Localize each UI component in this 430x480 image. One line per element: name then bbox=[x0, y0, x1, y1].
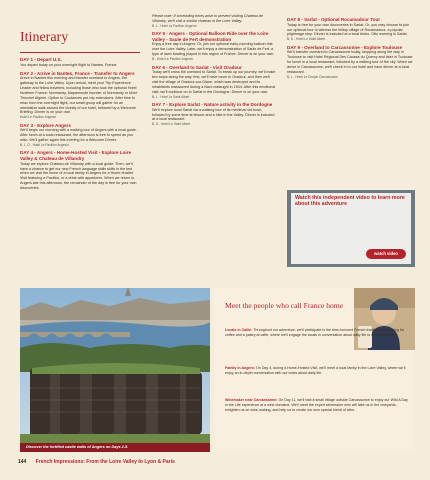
day-meals: B, L - Hotel Le Saint Albert bbox=[152, 94, 190, 99]
meet-text: Throughout our adventure, we'll participate in the time-honored French tradition of shopping for coffee and a pastry at caffe, where we'll engage the locals in conversation about daily life in our destinations. bbox=[225, 328, 405, 337]
day-body: Today is free for your own discoveries in Sarlat. Or, you may choose to join our optional tour to witness the hilltop village of Rocamadour, a popular pilgrimage stop. Dinner is included at a local bistro. Otto evening is Sarlat. bbox=[287, 22, 409, 37]
video-promo-text: Watch this independent video to learn more about this adventure bbox=[295, 195, 405, 208]
meet-paragraph-1 bbox=[225, 328, 410, 338]
day-meals: B, L - Hotel Le Donjon Carcassonne bbox=[287, 74, 338, 79]
itinerary-column-1 bbox=[20, 14, 140, 191]
meet-title: Meet the people who call France home bbox=[225, 301, 344, 310]
meet-lead: Family in Angers: bbox=[225, 366, 256, 370]
meet-paragraph-2 bbox=[225, 366, 410, 376]
castle-illustration bbox=[20, 288, 210, 451]
day-title: DAY 3 - Explore Angers bbox=[20, 122, 71, 128]
day-4-note bbox=[152, 14, 276, 28]
day-body: We'll explore local Sarlat via a walking tour of its medieval old town, followed by some time at leisure and a hike in the Valley. Dinner is included at a local restaurant. bbox=[152, 107, 275, 122]
day-body: Arrive in Nantes this morning and transfer overland to Angers, the gateway to the Loire Valley. Upon arrival, meet your Trip Experience Leader and fellow travelers, including those who took the optional Hotel Northern France: Normandy, Mapamonde founder of Normandy or Mont Tirmchel Algerie. Option to Coutances pre-trip extensions. After time to relax from the overnight flight, our small group will gather for an orientation walk around the vicinity of our hotel, followed by a Welcome Briefing. Dinner is on your own. bbox=[20, 76, 138, 115]
day-note: Please note: If scheduling times arise to prevent visiting Chateau de Villandry, we'll visit a similar chateau in the Loire Valley. bbox=[152, 14, 263, 23]
day-body: We'll begin our morning with a walking tour of Angers with a local guide. After lunch at a local restaurant, the afternoon is free to spend as you wish. We'll gather again this evening for a Welcome Dinner. bbox=[20, 128, 137, 143]
portrait-illustration bbox=[354, 288, 415, 350]
day-5 bbox=[152, 31, 276, 61]
video-promo bbox=[287, 190, 415, 267]
meet-people-panel bbox=[214, 288, 415, 451]
day-body: Today we'll cross the overland to Sarlat. To break up our journey, we'll make two stops along the way: first, we'll have lunch in Oradour, and then we'll visit the village of Oradour-sur-Glane, which was destroyed and its inhabitants massacred during a Nazi onslaught in 1944. After this emotional visit, we'll continue on to Sarlat in the Dordogne. Dinner is on your own. bbox=[152, 70, 276, 94]
meet-lead: Locals in Caille: bbox=[225, 328, 253, 332]
page-number: 144 bbox=[18, 459, 27, 465]
itinerary-column-3 bbox=[287, 14, 415, 81]
heading-rule bbox=[20, 52, 140, 53]
watch-video-button[interactable]: watch video bbox=[366, 249, 406, 259]
meet-text: On Day 11, we'll visit a small village outside Carcassonne to enjoy our Wild A Day in the Life experience at a wine domaine. We'll meet the expert winemaker who will take us in the vineyards, enlighten us on wine-making, and help us to create our own special blend of wine. bbox=[225, 398, 408, 412]
angers-castle-photo bbox=[20, 288, 210, 451]
page-footer bbox=[18, 459, 175, 465]
day-2 bbox=[20, 71, 140, 120]
day-title: DAY 2 - Arrive in Nantes, France - Transfer to Angers bbox=[20, 70, 135, 76]
day-3 bbox=[20, 123, 140, 148]
day-meals: B - Hotel Le Pavillon Angevin bbox=[152, 57, 194, 62]
itinerary-heading: Itinerary bbox=[20, 30, 69, 45]
day-body: Enjoy a free day in Angers. Or, join our optional early-morning balloon ride over the Loire Valley. Later, we'll enjoy a demonstration of Saule de Fert, a type of lawn bowling played in this region of France. Dinner is on your own. bbox=[152, 42, 275, 57]
day-meals: Hotel Le Pavillon Angevin bbox=[20, 115, 57, 120]
footer-title: French Impressions: From the Loire Valley to Lyon & Paris bbox=[35, 459, 175, 465]
day-title: DAY 6 - Overland to Sarlat - Visit Oradour bbox=[152, 64, 242, 70]
day-meals: B, D - Hotel Le Saint Albert bbox=[152, 122, 191, 127]
day-4 bbox=[20, 150, 140, 191]
day-title: DAY 9 - Overland to Carcassonne - Explore Toulouse bbox=[287, 44, 403, 50]
day-9 bbox=[287, 45, 415, 80]
video-promo-inner bbox=[291, 193, 411, 264]
day-title: DAY 7 - Explore Sarlat - Nature activity in the Dordogne bbox=[152, 102, 273, 108]
meet-paragraph-3 bbox=[225, 398, 410, 413]
day-7 bbox=[152, 102, 276, 127]
day-title: DAY 1 - Depart U.S. bbox=[20, 57, 62, 62]
itinerary-column-2 bbox=[152, 14, 276, 129]
day-meals: B, L - Hotel Le Pavillon Angevin bbox=[152, 23, 197, 28]
day-title: DAY 8 - Sarlat - Optional Rocamadour Tour bbox=[287, 17, 381, 22]
day-meals: B, L, D - Hotel Le Pavillon Angevin bbox=[20, 143, 69, 148]
day-title: DAY 5 - Angers - Optional Balloon Ride over the Loire Valley - Saule de Fert demonstration bbox=[152, 31, 269, 42]
photo-caption: Discover the fortified castle walls of Angers on Days 2-5. bbox=[26, 445, 129, 449]
photo-caption-bar bbox=[20, 443, 210, 452]
meet-lead: Winemaker near Carcassonne: bbox=[225, 398, 278, 402]
day-body: Today we explore Chateau de Villandry with a local guide. Then, we'll have a chance to get our new French language skills skills in the test when we visit the home of a local family in Angers for a Home-Hosted Visit featuring a Pacifics, or a drink with appetizers. When we return to Angers late this afternoon, the remainder of the day is free for your own discoveries. bbox=[20, 161, 137, 191]
day-body: You depart today on your overnight flight to Nantes, France. bbox=[20, 62, 118, 67]
day-body: We'll transfer overland to Carcassonne today, stopping along the way in Toulouse to visit Hotel Regional Des Caussa du Quercy and later in Toulouse for lunch in a local restaurant, followed by a walking tour of the city. When we arrive in Carcassonne, we'll check in to our hotel and have dinner at a local restaurant. bbox=[287, 50, 413, 74]
day-8 bbox=[287, 17, 415, 42]
day-meals: B, D - Hotel Le Saint Albert bbox=[287, 37, 326, 42]
local-woman-portrait bbox=[354, 288, 415, 350]
meet-text: On Day 4, during a Home-Hosted Visit, we'll meet a local family in the Loire Valley, where we'll enjoy an in-depth conversation with our hosts about daily life. bbox=[225, 366, 406, 375]
day-title: DAY 4 - Angers - Home-Hosted Visit - Explore Loire Valley & Chateau de Villandry bbox=[20, 150, 132, 162]
day-6 bbox=[152, 65, 276, 100]
day-1 bbox=[20, 57, 140, 68]
video-thumbnail bbox=[295, 209, 409, 249]
